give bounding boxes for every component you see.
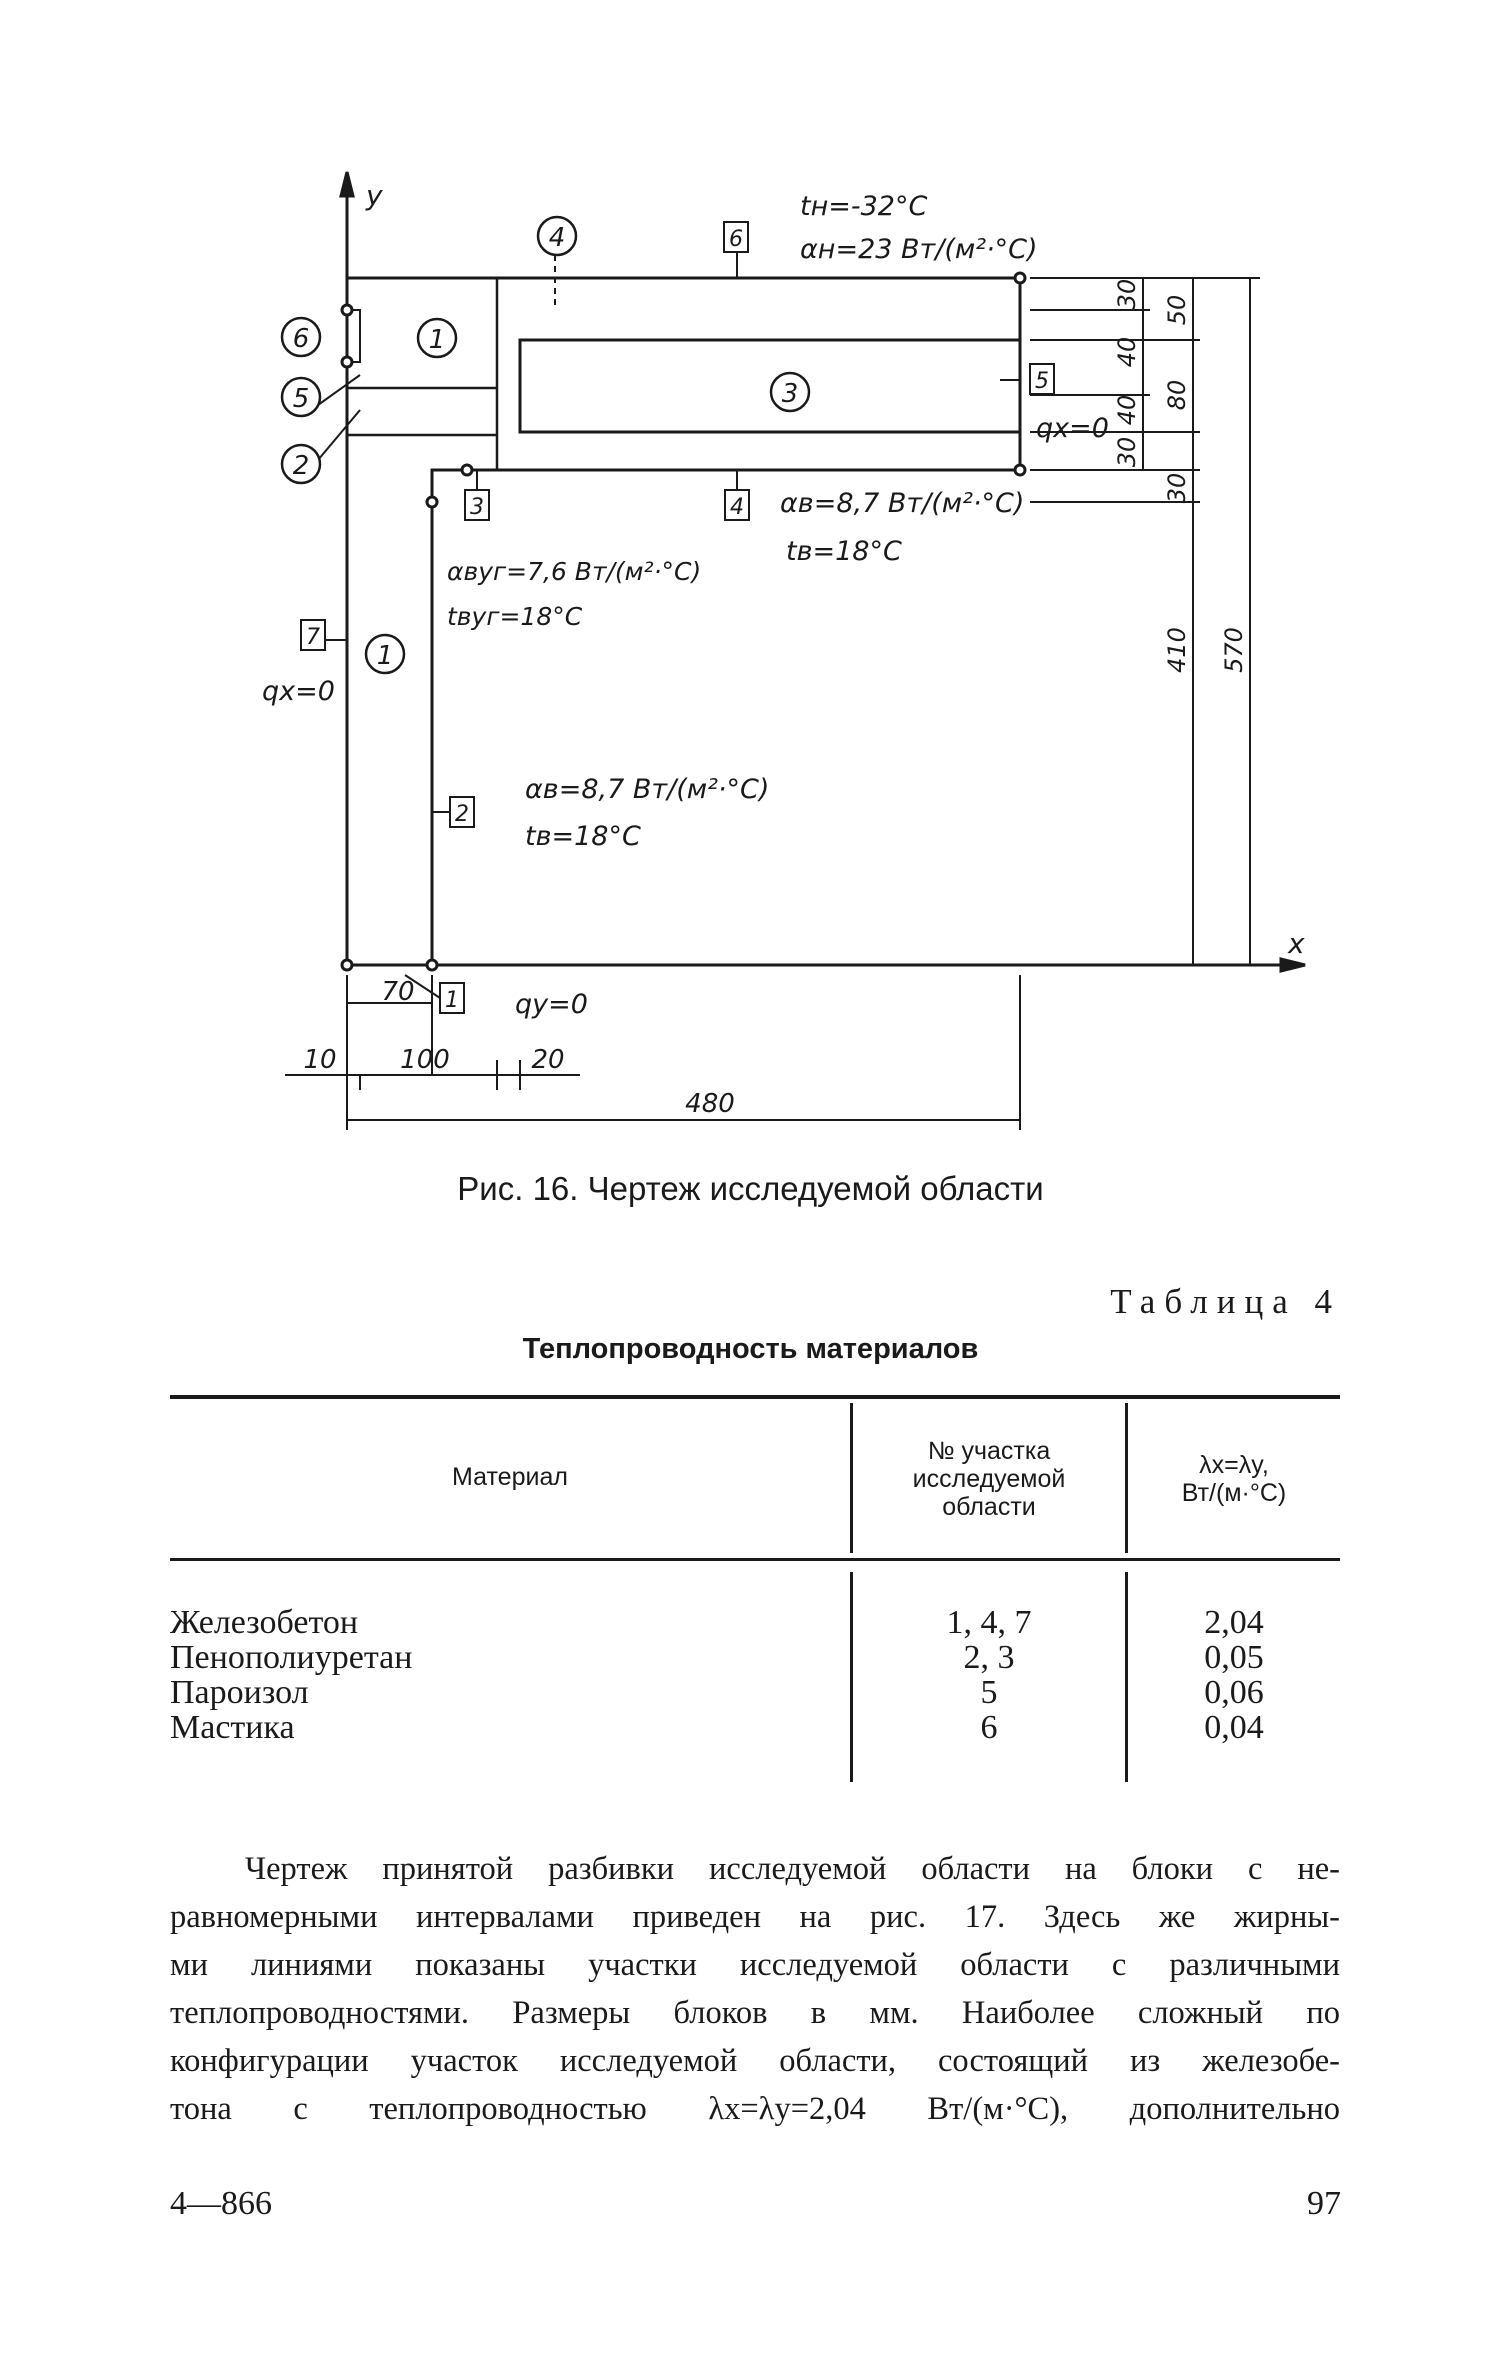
outer-temperature: tн=-32°C [800,191,928,222]
text-line: конфигурации участок исследуемой области, состоящий из железобе- [170,2043,1340,2079]
header-material: Материал [452,1463,568,1491]
dimension: 20 [531,1045,565,1075]
table-title: Теплопроводность материалов [522,1333,979,1365]
left-flux-condition: qx=0 [262,676,335,707]
right-flux-condition: qx=0 [1036,413,1109,444]
text-line: теплопроводностями. Размеры блоков в мм. Наиболее сложный по [170,1995,1340,2031]
text-line: ми линиями показаны участки исследуемой области с различными [170,1947,1340,1983]
dimension: 70 [381,977,415,1007]
x-axis-arrow [1281,959,1305,971]
inner2-heat-transfer: αв=8,7 Вт/(м²·°C) [525,774,770,805]
dimension: 30 [1113,278,1141,310]
table-cell: Пенополиуретан [170,1639,413,1676]
table-cell: Пароизол [170,1674,309,1711]
y-axis-label: y [366,179,383,212]
boundary-number: 3 [470,495,484,520]
conductivity-column [1128,1605,1340,1745]
corner-temperature: tвуг=18°C [447,602,583,631]
table-top-rule [170,1395,1340,1399]
table-cell: 1, 4, 7 [946,1604,1032,1641]
x-axis-label: x [1288,927,1305,960]
header-section: № участка исследуемой области [912,1437,1066,1521]
bottom-flux-condition: qy=0 [515,989,588,1020]
text-line: Чертеж принятой разбивки исследуемой области на блоки с не- [245,1851,1340,1887]
figure-drawing [0,0,1501,1160]
signature-mark: 4—866 [170,2185,272,2222]
corner-heat-transfer: αвуг=7,6 Вт/(м²·°C) [447,557,702,586]
page-number: 97 [1307,2185,1341,2222]
dimension: 40 [1113,394,1141,426]
figure-caption: Рис. 16. Чертеж исследуемой области [457,1170,1044,1207]
inner-heat-transfer: αв=8,7 Вт/(м²·°C) [780,488,1025,519]
dimension: 480 [685,1089,735,1119]
body-paragraph [170,1845,1340,2133]
dimension: 570 [1220,627,1248,673]
material-column [170,1605,412,1745]
table-cell: 5 [980,1674,998,1711]
table-cell: 2,04 [1204,1604,1264,1641]
materials-table [170,1395,1340,1790]
table-cell: 0,05 [1204,1639,1264,1676]
dimension: 100 [400,1045,450,1075]
text-line: равномерными интервалами приведен на рис. 17. Здесь же жирны- [170,1899,1340,1935]
section-column [853,1605,1125,1745]
region-number: 1 [376,641,394,671]
boundary-number: 5 [1035,369,1049,394]
boundary-number: 7 [306,625,320,650]
region-number: 4 [548,223,566,253]
table-header-rule [170,1558,1340,1561]
table-cell: 6 [980,1709,998,1746]
table-number: Таблица 4 [1110,1282,1341,1321]
table-cell: Железобетон [170,1604,359,1641]
inner2-temperature: tв=18°C [525,821,641,852]
region-number: 2 [292,451,310,481]
inner-temperature: tв=18°C [786,536,902,567]
y-axis-arrow [341,172,353,196]
region-number: 3 [781,379,799,409]
region-number: 6 [292,324,310,354]
dimension: 30 [1113,436,1141,468]
insulation-block [520,340,1020,432]
table-cell: 0,06 [1204,1674,1264,1711]
dimension: 30 [1163,472,1191,504]
dimension: 80 [1163,379,1191,411]
region-number: 5 [292,384,310,414]
dimension: 40 [1113,336,1141,368]
header-conductivity: λx=λy, Вт/(м·°C) [1181,1451,1287,1507]
table-cell: 0,04 [1204,1709,1264,1746]
table-cell: 2, 3 [963,1639,1015,1676]
boundary-number: 6 [729,227,743,252]
boundary-number: 2 [455,802,469,827]
region-number: 1 [428,325,446,355]
dimension: 410 [1163,627,1191,673]
text-line: тона с теплопроводностью λx=λy=2,04 Вт/(м·°C), дополнительно [170,2091,1340,2127]
outer-heat-transfer: αн=23 Вт/(м²·°C) [800,234,1038,265]
boundary-number: 4 [730,495,744,520]
mastic-strip [347,310,360,362]
dimension: 50 [1163,294,1191,326]
boundary-number: 1 [445,988,459,1013]
table-cell: Мастика [170,1709,295,1746]
dimension: 10 [303,1045,337,1075]
